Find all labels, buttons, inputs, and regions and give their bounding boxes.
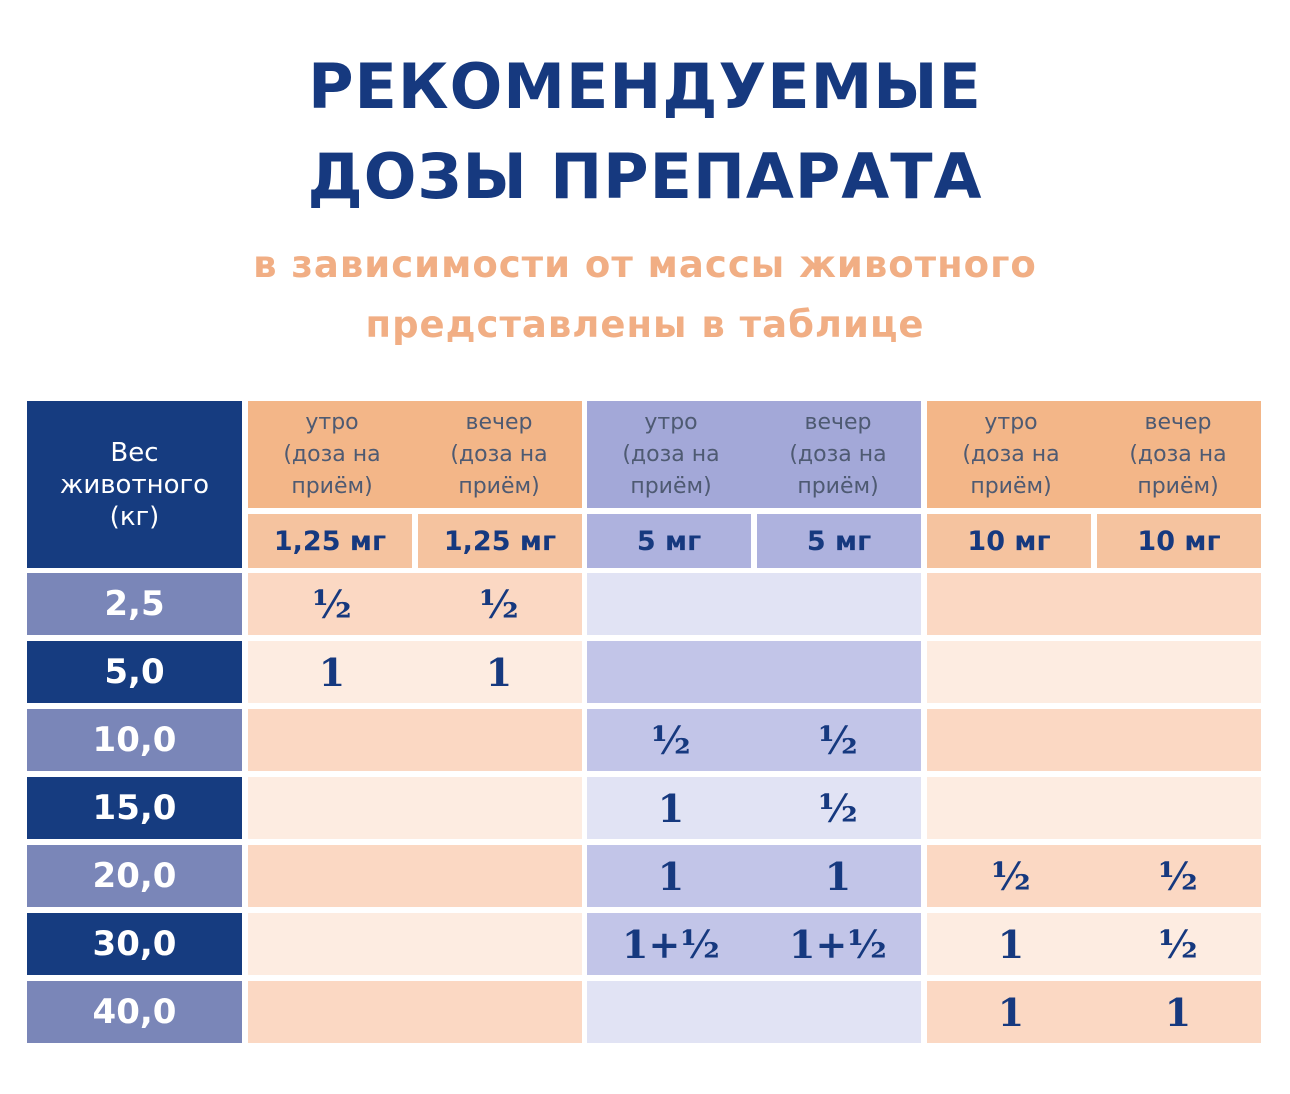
group-2-row-bg bbox=[587, 573, 921, 635]
dose-header-6: 10 мг bbox=[1097, 514, 1261, 568]
weight-cell: 10,0 bbox=[27, 709, 242, 771]
time-header-label: вечер bbox=[465, 409, 533, 435]
group-3-row-bg bbox=[927, 573, 1261, 635]
group-3-row-bg bbox=[927, 777, 1261, 839]
weight-header-line-1: Вес bbox=[110, 437, 159, 468]
dose-value: ½ bbox=[651, 717, 691, 763]
time-header-6 bbox=[1095, 401, 1261, 508]
weight-cell: 40,0 bbox=[27, 981, 242, 1043]
dose-value: 1 bbox=[1164, 989, 1192, 1035]
time-header-dose-note-2: приём) bbox=[970, 473, 1052, 499]
dose-header-1: 1,25 мг bbox=[248, 514, 412, 568]
dose-value: 1+½ bbox=[622, 921, 720, 967]
weight-cell: 15,0 bbox=[27, 777, 242, 839]
page-title-line-2: ДОЗЫ ПРЕПАРАТА bbox=[307, 140, 983, 213]
time-header-label: утро bbox=[305, 409, 359, 435]
weight-header-line-2: животного bbox=[59, 469, 210, 500]
dose-header-3: 5 мг bbox=[587, 514, 751, 568]
subtitle-line-2: представлены в таблице bbox=[365, 303, 925, 346]
group-1-row-bg bbox=[248, 913, 582, 975]
group-3-row-bg bbox=[927, 709, 1261, 771]
time-header-dose-note-2: приём) bbox=[1137, 473, 1219, 499]
weight-cell: 2,5 bbox=[27, 573, 242, 635]
dose-value: 1 bbox=[657, 853, 685, 899]
weight-cell: 30,0 bbox=[27, 913, 242, 975]
dose-value: ½ bbox=[479, 581, 519, 627]
dose-value: 1 bbox=[657, 785, 685, 831]
dose-value: ½ bbox=[991, 853, 1031, 899]
dose-header-4: 5 мг bbox=[757, 514, 921, 568]
time-header-4 bbox=[755, 401, 921, 508]
subtitle-line-1: в зависимости от массы животного bbox=[253, 243, 1037, 286]
dose-value: ½ bbox=[1158, 921, 1198, 967]
weight-header-line-3: (кг) bbox=[109, 501, 160, 532]
dose-value: ½ bbox=[818, 785, 858, 831]
dose-value: 1 bbox=[485, 649, 513, 695]
time-header-2 bbox=[416, 401, 582, 508]
group-2-row-bg bbox=[587, 641, 921, 703]
weight-header bbox=[27, 401, 242, 568]
time-header-dose-note: (доза на bbox=[450, 441, 548, 467]
time-header-3 bbox=[587, 401, 755, 508]
time-header-dose-note: (доза на bbox=[622, 441, 720, 467]
weight-cell: 5,0 bbox=[27, 641, 242, 703]
dose-value: 1 bbox=[318, 649, 346, 695]
weight-cell: 20,0 bbox=[27, 845, 242, 907]
time-header-dose-note-2: приём) bbox=[458, 473, 540, 499]
dose-header-2: 1,25 мг bbox=[418, 514, 582, 568]
time-header-dose-note-2: приём) bbox=[630, 473, 712, 499]
time-header-label: утро bbox=[644, 409, 698, 435]
dose-value: 1 bbox=[997, 921, 1025, 967]
time-header-dose-note: (доза на bbox=[789, 441, 887, 467]
group-1-row-bg bbox=[248, 845, 582, 907]
time-header-5 bbox=[927, 401, 1095, 508]
dose-value: ½ bbox=[818, 717, 858, 763]
group-1-row-bg bbox=[248, 777, 582, 839]
dose-value: 1+½ bbox=[789, 921, 887, 967]
time-header-dose-note: (доза на bbox=[283, 441, 381, 467]
dose-header-5: 10 мг bbox=[927, 514, 1091, 568]
group-2-row-bg bbox=[587, 981, 921, 1043]
dose-value: ½ bbox=[312, 581, 352, 627]
time-header-dose-note: (доза на bbox=[962, 441, 1060, 467]
group-1-row-bg bbox=[248, 981, 582, 1043]
time-header-label: утро bbox=[984, 409, 1038, 435]
dose-value: ½ bbox=[1158, 853, 1198, 899]
dose-value: 1 bbox=[997, 989, 1025, 1035]
time-header-dose-note-2: приём) bbox=[797, 473, 879, 499]
time-header-1 bbox=[248, 401, 416, 508]
dose-value: 1 bbox=[824, 853, 852, 899]
time-header-label: вечер bbox=[1144, 409, 1212, 435]
time-header-label: вечер bbox=[804, 409, 872, 435]
group-1-row-bg bbox=[248, 709, 582, 771]
group-3-row-bg bbox=[927, 641, 1261, 703]
page-title-line-1: РЕКОМЕНДУЕМЫЕ bbox=[308, 50, 982, 123]
time-header-dose-note-2: приём) bbox=[291, 473, 373, 499]
time-header-dose-note: (доза на bbox=[1129, 441, 1227, 467]
